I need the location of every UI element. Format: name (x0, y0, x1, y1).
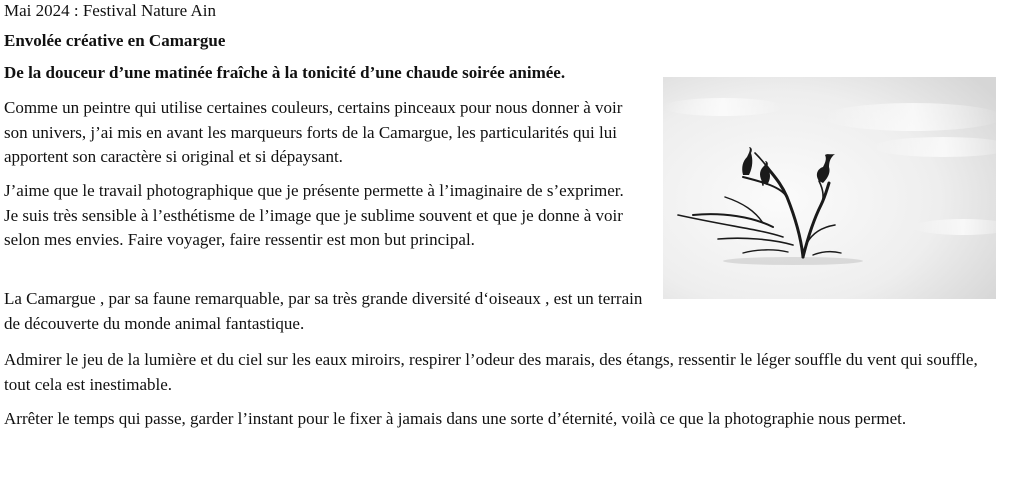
article (4, 0, 1004, 428)
water-reflection (723, 257, 863, 265)
article-headline: Envolée créative en Camargue (4, 31, 226, 50)
cloud (663, 98, 783, 116)
paragraph-5: Arrêter le temps qui passe, garder l’instant pour le fixer à jamais dans une sorte d’éternité, voilà ce que la photographie nous permet. (4, 409, 907, 428)
article-subheadline: De la douceur d’une matinée fraîche à la tonicité d’une chaude soirée animée. (4, 63, 566, 82)
cloud (823, 103, 996, 131)
birds-on-dead-tree-photo (663, 77, 996, 299)
paragraph-1: Comme un peintre qui utilise certaines couleurs, certains pinceaux pour nous donner à voir son univers, j’ai mis en avant les marqueurs forts de la Camargue, les particularités qui lui apportent son caractère si original et si dépaysant. (4, 98, 623, 166)
paragraph-2: J’aime que le travail photographique que je présente permette à l’imaginaire de s’exprimer. Je suis très sensible à l’esthétisme de l’image que je sublime souvent et que je donne à voir selon mes envies. Faire voyager, faire ressentir est mon but principal. (4, 181, 624, 249)
paragraph-4: Admirer le jeu de la lumière et du ciel sur les eaux miroirs, respirer l’odeur des marais, des étangs, ressentir le léger souffle du vent qui souffle, tout cela est inestimable. (4, 350, 978, 394)
event-title: Mai 2024 : Festival Nature Ain (4, 1, 217, 20)
paragraph-3: La Camargue , par sa faune remarquable, par sa très grande diversité d‘oiseaux , est un terrain de découverte du monde animal fantastique. (4, 289, 643, 333)
